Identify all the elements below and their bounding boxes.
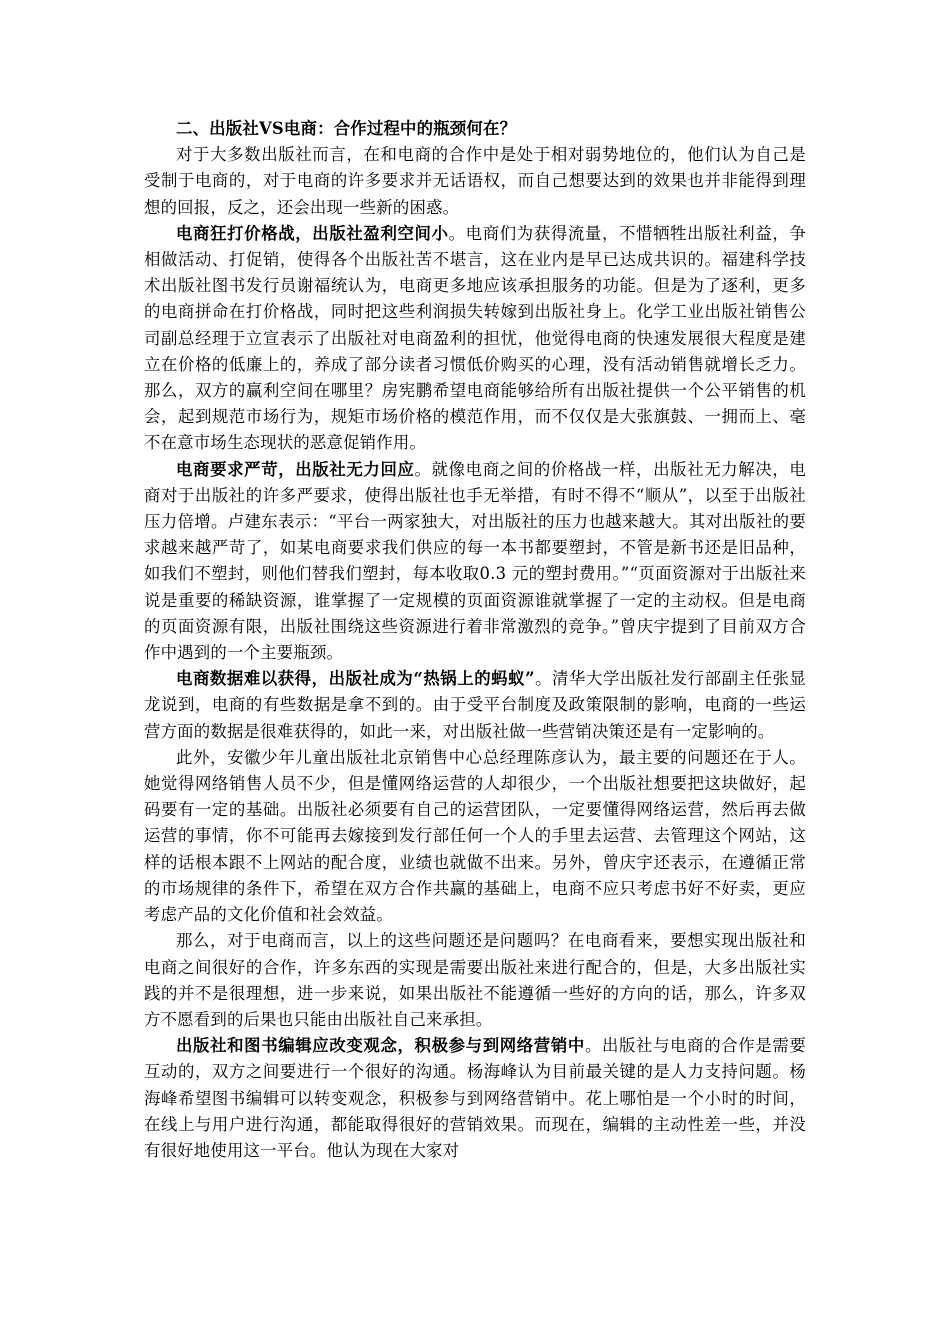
- paragraph-text: 此外，安徽少年儿童出版社北京销售中心总经理陈彦认为，最主要的问题还在于人。她觉得网络销售人员不少，但是懂网络运营的人却很少，一个出版社想要把这块做好，起码要有一定的基础。出版社必须要有自己的运营团队，一定要懂得网络运营，然后再去做运营的事情，你不可能再去嫁接到发行部任何一个人的手里去运营、去管理这个网站，这样的话根本跟不上网站的配合度，业绩也就做不出来。另外，曾庆宇还表示，在遵循正常的市场规律的条件下，希望在双方合作共赢的基础上，电商不应只考虑书好不好卖，更应考虑产品的文化价值和社会效益。: [144, 747, 806, 925]
- paragraph-lead: 电商要求严苛，出版社无力回应: [176, 459, 415, 479]
- paragraph-text: 。清华大学出版社发行部副主任张显龙说到，电商的有些数据是拿不到的。由于受平台制度及政策限制的影响，电商的一些运营方面的数据是很难获得的，如此一来，对出版社做一些营销决策还是有一定影响的。: [144, 669, 806, 741]
- paragraph-text: 。出版社与电商的合作是需要互动的，双方之间要进行一个很好的沟通。杨海峰认为目前最关键的是人力支持问题。杨海峰希望图书编辑可以转变观念，积极参与到网络营销中。花上哪怕是一个小时的时间，在线上与用户进行沟通，都能取得很好的营销效果。而现在，编辑的主动性差一些，并没有很好地使用这一平台。他认为现在大家对: [144, 1036, 806, 1160]
- paragraph-text: 。电商们为获得流量，不惜牺牲出版社利益，争相做活动、打促销，使得各个出版社苦不堪言，这在业内是早已达成共识的。福建科学技术出版社图书发行员谢福统认为，电商更多地应该承担服务的功能。但是为了逐利，更多的电商拼命在打价格战，同时把这些利润损失转嫁到出版社身上。化学工业出版社销售公司副总经理于立宣表示了出版社对电商盈利的担忧，他觉得电商的快速发展很大程度是建立在价格的低廉上的，养成了部分读者习惯低价购买的心理，没有活动销售就增长乏力。那么，双方的赢利空间在哪里？房宪鹏希望电商能够给所有出版社提供一个公平销售的机会，起到规范市场行为，规矩市场价格的模范作用，而不仅仅是大张旗鼓、一拥而上、毫不在意市场生态现状的恶意促销作用。: [144, 223, 806, 453]
- paragraph-intro: [144, 142, 806, 221]
- paragraph-text: 那么，对于电商而言，以上的这些问题还是问题吗？在电商看来，要想实现出版社和电商之间很好的合作，许多东西的实现是需要出版社来进行配合的，但是，大多出版社实践的并不是很理想，进一步来说，如果出版社不能遵循一些好的方向的话，那么，许多双方不愿看到的后果也只能由出版社自己来承担。: [144, 931, 806, 1029]
- paragraph-strict-requirements: [144, 457, 806, 667]
- paragraph-text: 。就像电商之间的价格战一样，出版社无力解决，电商对于出版社的许多严要求，使得出版社也手无举措，有时不得不“顺从”，以至于出版社压力倍增。卢建东表示：“平台一两家独大，对出版社的压力也越来越大。其对出版社的要求越来越严苛了，如某电商要求我们供应的每一本书都要塑封，不管是新书还是旧品种，如我们不塑封，则他们替我们塑封，每本收取0.3 元的塑封费用。”“页面资源对于出版社来说是重要的稀缺资源，谁掌握了一定规模的页面资源谁就掌握了一定的主动权。但是电商的页面资源有限，出版社围绕这些资源进行着非常激烈的竞争。”曾庆宇提到了目前双方合作中遇到的一个主要瓶颈。: [144, 459, 806, 663]
- paragraph-lead: 出版社和图书编辑应改变观念，积极参与到网络营销中: [176, 1036, 585, 1056]
- paragraph-ecommerce-view: [144, 928, 806, 1033]
- paragraph-data-access: [144, 666, 806, 745]
- paragraph-people-issue: [144, 745, 806, 928]
- paragraph-price-war: [144, 221, 806, 457]
- paragraph-lead: 电商数据难以获得，出版社成为“热锅上的蚂蚁”: [176, 669, 535, 689]
- document-page: [144, 116, 806, 1164]
- section-heading: 二、出版社VS电商：合作过程中的瓶颈何在？: [176, 119, 517, 138]
- paragraph-lead: 电商狂打价格战，出版社盈利空间小: [176, 223, 449, 243]
- paragraph-editor-engagement: [144, 1033, 806, 1164]
- paragraph-text: 对于大多数出版社而言，在和电商的合作中是处于相对弱势地位的，他们认为自己是受制于电商的，对于电商的许多要求并无话语权，而自己想要达到的效果也并非能得到理想的回报，反之，还会出现一些新的困惑。: [144, 145, 806, 217]
